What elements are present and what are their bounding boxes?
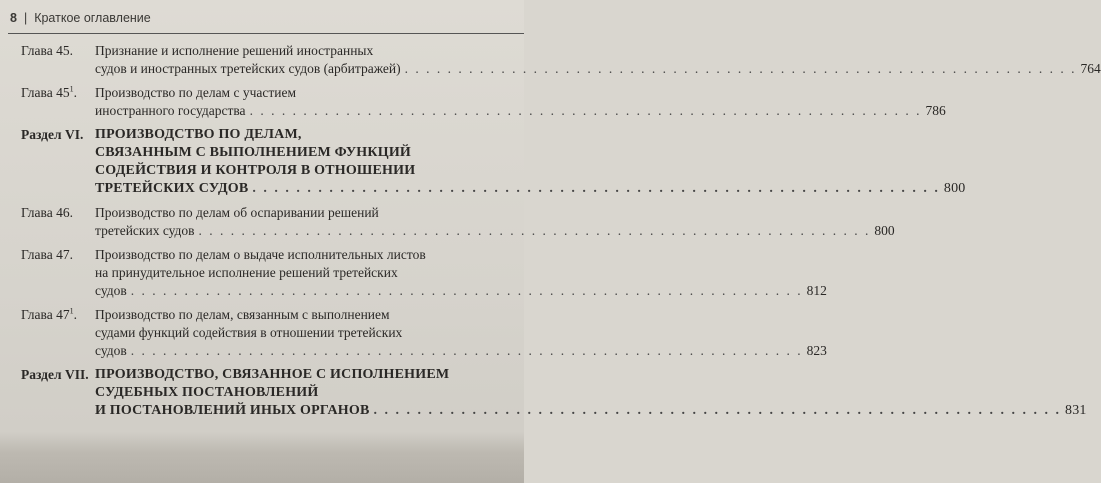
entry-label-suffix: . bbox=[73, 85, 77, 100]
leader-dots bbox=[252, 180, 940, 198]
entry-title-line: Производство по делам с участием bbox=[95, 85, 297, 100]
entry-title bbox=[95, 204, 895, 240]
entry-label-text: Раздел VII. bbox=[21, 367, 89, 382]
entry-page-number: 831 bbox=[1065, 403, 1087, 418]
page-edge-shadow bbox=[0, 432, 524, 483]
leader-dots bbox=[131, 282, 803, 300]
entry-title-line: Производство по делам о выдаче исполнительных листов bbox=[95, 247, 426, 262]
entry-label-superscript: 1 bbox=[69, 84, 74, 94]
entry-title-line: судов bbox=[95, 343, 127, 358]
entry-title-line: судов bbox=[95, 283, 127, 298]
entry-title bbox=[95, 306, 827, 360]
entry-page-number: 812 bbox=[806, 283, 827, 298]
toc-chapter-entry bbox=[21, 306, 827, 360]
entry-label bbox=[21, 84, 95, 120]
entry-label-text: Глава 45 bbox=[21, 85, 70, 100]
entry-title-last-line bbox=[95, 60, 1101, 78]
entry-title-line: ПРОИЗВОДСТВО ПО ДЕЛАМ, bbox=[95, 127, 302, 142]
entry-title-last-line bbox=[95, 180, 966, 198]
running-header bbox=[10, 8, 151, 28]
entry-title-line: третейских судов bbox=[95, 223, 195, 238]
entry-title-line: ТРЕТЕЙСКИХ СУДОВ bbox=[95, 181, 249, 196]
entry-title-line: И ПОСТАНОВЛЕНИЙ ИНЫХ ОРГАНОВ bbox=[95, 403, 370, 418]
entry-label bbox=[21, 126, 95, 198]
entry-title-last-line bbox=[95, 222, 895, 240]
entry-title-last-line bbox=[95, 402, 1087, 420]
entry-title bbox=[95, 246, 827, 300]
entry-title-line: ПРОИЗВОДСТВО, СВЯЗАННОЕ С ИСПОЛНЕНИЕМ bbox=[95, 367, 450, 382]
entry-title-line: Производство по делам об оспаривании решений bbox=[95, 205, 379, 220]
entry-label-text: Глава 46. bbox=[21, 205, 73, 220]
entry-label bbox=[21, 246, 95, 300]
toc-section-entry bbox=[21, 126, 966, 198]
leader-dots bbox=[199, 222, 871, 240]
entry-title bbox=[95, 42, 1101, 78]
entry-title-last-line bbox=[95, 102, 946, 120]
entry-page-number: 800 bbox=[943, 181, 966, 196]
entry-title-line: Производство по делам, связанным с выполнением bbox=[95, 307, 390, 322]
entry-title-line: Признание и исполнение решений иностранных bbox=[95, 43, 374, 58]
toc-section-entry bbox=[21, 366, 1087, 420]
leader-dots bbox=[131, 342, 803, 360]
entry-label bbox=[21, 306, 95, 360]
toc-chapter-entry bbox=[21, 246, 827, 300]
entry-label-text: Глава 47. bbox=[21, 247, 73, 262]
entry-label-text: Глава 45. bbox=[21, 43, 73, 58]
entry-label-text: Глава 47 bbox=[21, 307, 70, 322]
toc-chapter-entry bbox=[21, 204, 895, 240]
entry-label-text: Раздел VI. bbox=[21, 127, 84, 142]
entry-title-line: иностранного государства bbox=[95, 103, 246, 118]
entry-label bbox=[21, 366, 95, 420]
leader-dots bbox=[374, 402, 1062, 420]
entry-page-number: 786 bbox=[925, 103, 946, 118]
entry-title-line: СОДЕЙСТВИЯ И КОНТРОЛЯ В ОТНОШЕНИИ bbox=[95, 163, 416, 178]
entry-title-line: судов и иностранных третейских судов (арбитражей) bbox=[95, 61, 401, 76]
entry-title bbox=[95, 84, 946, 120]
header-separator: | bbox=[23, 11, 28, 25]
entry-title-last-line bbox=[95, 282, 827, 300]
table-of-contents bbox=[21, 42, 1101, 426]
entry-page-number: 764 bbox=[1080, 61, 1101, 76]
entry-title bbox=[95, 366, 1087, 420]
entry-title bbox=[95, 126, 966, 198]
leader-dots bbox=[405, 60, 1077, 78]
entry-label bbox=[21, 42, 95, 78]
entry-title-last-line bbox=[95, 342, 827, 360]
entry-page-number: 823 bbox=[806, 343, 827, 358]
entry-label bbox=[21, 204, 95, 240]
entry-title-line: СУДЕБНЫХ ПОСТАНОВЛЕНИЙ bbox=[95, 385, 319, 400]
header-title: Краткое оглавление bbox=[34, 11, 151, 25]
header-rule bbox=[8, 33, 524, 34]
toc-chapter-entry bbox=[21, 42, 1101, 78]
page-number: 8 bbox=[10, 11, 17, 25]
entry-label-suffix: . bbox=[73, 307, 77, 322]
entry-title-line: СВЯЗАННЫМ С ВЫПОЛНЕНИЕМ ФУНКЦИЙ bbox=[95, 145, 412, 160]
toc-chapter-entry bbox=[21, 84, 946, 120]
leader-dots bbox=[250, 102, 922, 120]
entry-title-line: на принудительное исполнение решений третейских bbox=[95, 265, 398, 280]
entry-page-number: 800 bbox=[874, 223, 895, 238]
entry-title-line: судами функций содействия в отношении третейских bbox=[95, 325, 403, 340]
entry-label-superscript: 1 bbox=[69, 306, 74, 316]
